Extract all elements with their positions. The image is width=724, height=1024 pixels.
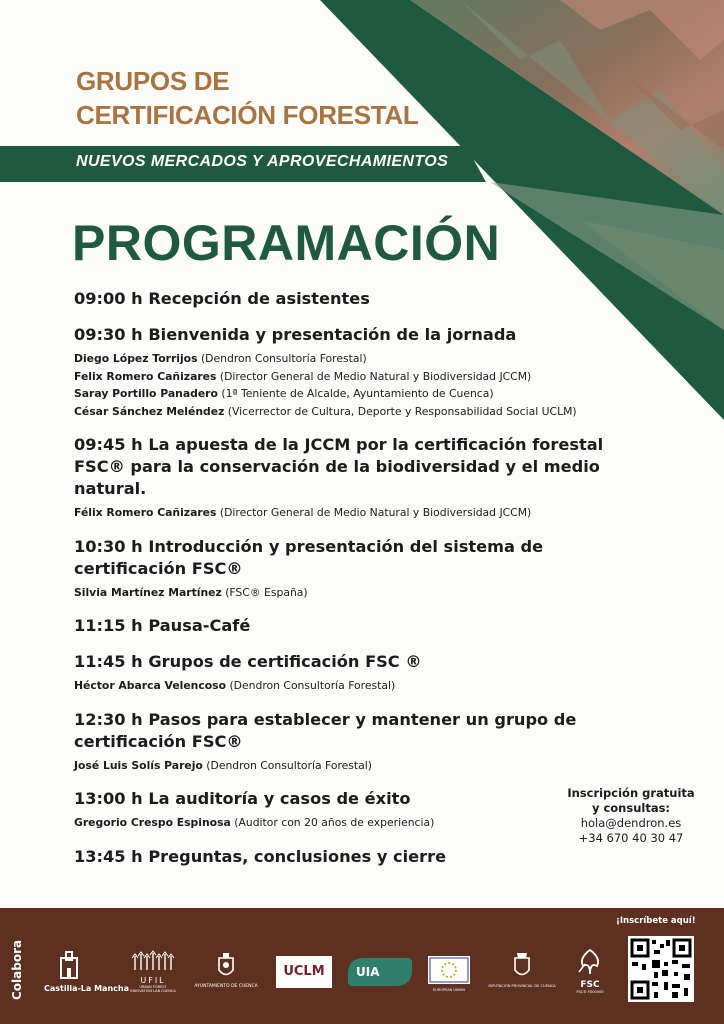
agenda-item-title: 10:30 h Introducción y presentación del sistema de certificación FSC® xyxy=(74,536,544,578)
event-title xyxy=(76,64,418,132)
agenda-item xyxy=(74,846,634,868)
qr-code-icon xyxy=(628,936,694,1002)
speaker-line xyxy=(74,584,634,602)
logo-european-union: EUROPEAN UNION xyxy=(428,956,470,992)
logo-fsc: FSC FSC® F000000 xyxy=(572,948,608,994)
speaker-line xyxy=(74,757,634,775)
speaker-line xyxy=(74,368,634,386)
agenda-item-title: 09:45 h La apuesta de la JCCM por la certificación forestal FSC® para la conservación de la biodiversidad y el medio natural. xyxy=(74,435,604,498)
trees-icon xyxy=(131,950,175,972)
logo-uclm: UCLM xyxy=(276,956,332,988)
speaker-name: Saray Portillo Panadero xyxy=(74,387,218,400)
speaker-role: (Vicerrector de Cultura, Deporte y Responsabilidad Social UCLM) xyxy=(227,404,577,418)
agenda-item-title: 11:45 h Grupos de certificación FSC ® xyxy=(74,652,422,671)
contact-phone[interactable]: +34 670 40 30 47 xyxy=(578,831,684,845)
crest-icon xyxy=(512,952,532,980)
logo-uia: UIA xyxy=(348,958,412,986)
speaker-line xyxy=(74,403,634,421)
agenda-item-title: 13:00 h La auditoría y casos de éxito xyxy=(74,789,411,808)
agenda-item-title: 12:30 h Pasos para establecer y mantener un grupo de certificación FSC® xyxy=(74,709,577,751)
logo-diputacion-cuenca: DIPUTACIÓN PROVINCIAL DE CUENCA xyxy=(484,952,560,988)
speaker-list xyxy=(74,757,634,775)
logo-ufil: UFIL URBAN FOREST INNOVATION LAB CUENCA xyxy=(128,950,178,993)
logo-ayuntamiento-cuenca: AYUNTAMIENTO DE CUENCA xyxy=(188,952,264,989)
fsc-tree-icon xyxy=(575,948,605,976)
coat-of-arms-icon xyxy=(217,952,235,980)
speaker-role: (FSC® España) xyxy=(225,585,308,599)
qr-code[interactable] xyxy=(628,936,694,1002)
agenda-item-title: 11:15 h Pausa-Café xyxy=(74,616,251,635)
speaker-line xyxy=(74,677,634,695)
eu-flag-icon xyxy=(428,956,470,984)
speaker-role: (Auditor con 20 años de experiencia) xyxy=(234,816,435,829)
event-subtitle: NUEVOS MERCADOS Y APROVECHAMIENTOS xyxy=(76,153,449,170)
agenda-item xyxy=(74,536,634,602)
register-label: ¡Inscríbete aquí! xyxy=(616,916,696,926)
speaker-list xyxy=(74,584,634,602)
speaker-name: Héctor Abarca Velencoso xyxy=(74,679,227,692)
speaker-list xyxy=(74,504,634,522)
speaker-name: Felix Romero Cañizares xyxy=(74,369,217,383)
title-line-2: CERTIFICACIÓN FORESTAL xyxy=(76,100,419,130)
speaker-name: Félix Romero Cañizares xyxy=(74,506,217,519)
agenda-item-title: 09:30 h Bienvenida y presentación de la jornada xyxy=(74,325,517,344)
agenda-item xyxy=(74,324,634,420)
speaker-role: (Dendron Consultoría Forestal) xyxy=(200,352,367,365)
colabora-label: Colabora xyxy=(10,939,24,1000)
inscription-heading-2: y consultas: xyxy=(591,801,671,815)
section-title: PROGRAMACIÓN xyxy=(72,215,501,271)
inscription-heading-1: Inscripción gratuita xyxy=(567,786,695,800)
speaker-name: Silvia Martínez Martínez xyxy=(74,585,222,599)
speaker-line xyxy=(74,350,634,368)
agenda-item xyxy=(74,709,634,775)
speaker-role: (Dendron Consultoría Forestal) xyxy=(229,679,396,692)
castle-icon xyxy=(58,950,80,980)
speaker-line xyxy=(74,385,634,403)
title-line-1: GRUPOS DE xyxy=(76,66,230,96)
speaker-name: Diego López Torrijos xyxy=(74,352,198,365)
agenda-item xyxy=(74,288,634,310)
speaker-role: (1ª Teniente de Alcalde, Ayuntamiento de Cuenca) xyxy=(221,387,494,400)
speaker-name: Gregorio Crespo Espinosa xyxy=(74,816,231,829)
contact-email[interactable]: hola@dendron.es xyxy=(580,816,682,830)
speaker-role: (Director General de Medio Natural y Biodiversidad JCCM) xyxy=(219,506,532,519)
agenda-item xyxy=(74,434,634,522)
agenda-item xyxy=(74,651,634,695)
agenda-item-title: 09:00 h Recepción de asistentes xyxy=(74,289,370,308)
speaker-line xyxy=(74,504,634,522)
logo-castilla-la-mancha: Castilla-La Mancha xyxy=(44,950,94,993)
agenda-item xyxy=(74,615,634,637)
speaker-role: (Director General de Medio Natural y Biodiversidad JCCM) xyxy=(219,369,532,383)
speaker-role: (Dendron Consultoría Forestal) xyxy=(206,758,372,772)
speaker-name: José Luis Solís Parejo xyxy=(74,758,203,772)
agenda-item-title: 13:45 h Preguntas, conclusiones y cierre xyxy=(74,846,447,866)
inscription-box xyxy=(548,786,714,846)
speaker-list xyxy=(74,677,634,695)
speaker-name: César Sánchez Meléndez xyxy=(74,404,225,418)
speaker-list xyxy=(74,350,634,420)
